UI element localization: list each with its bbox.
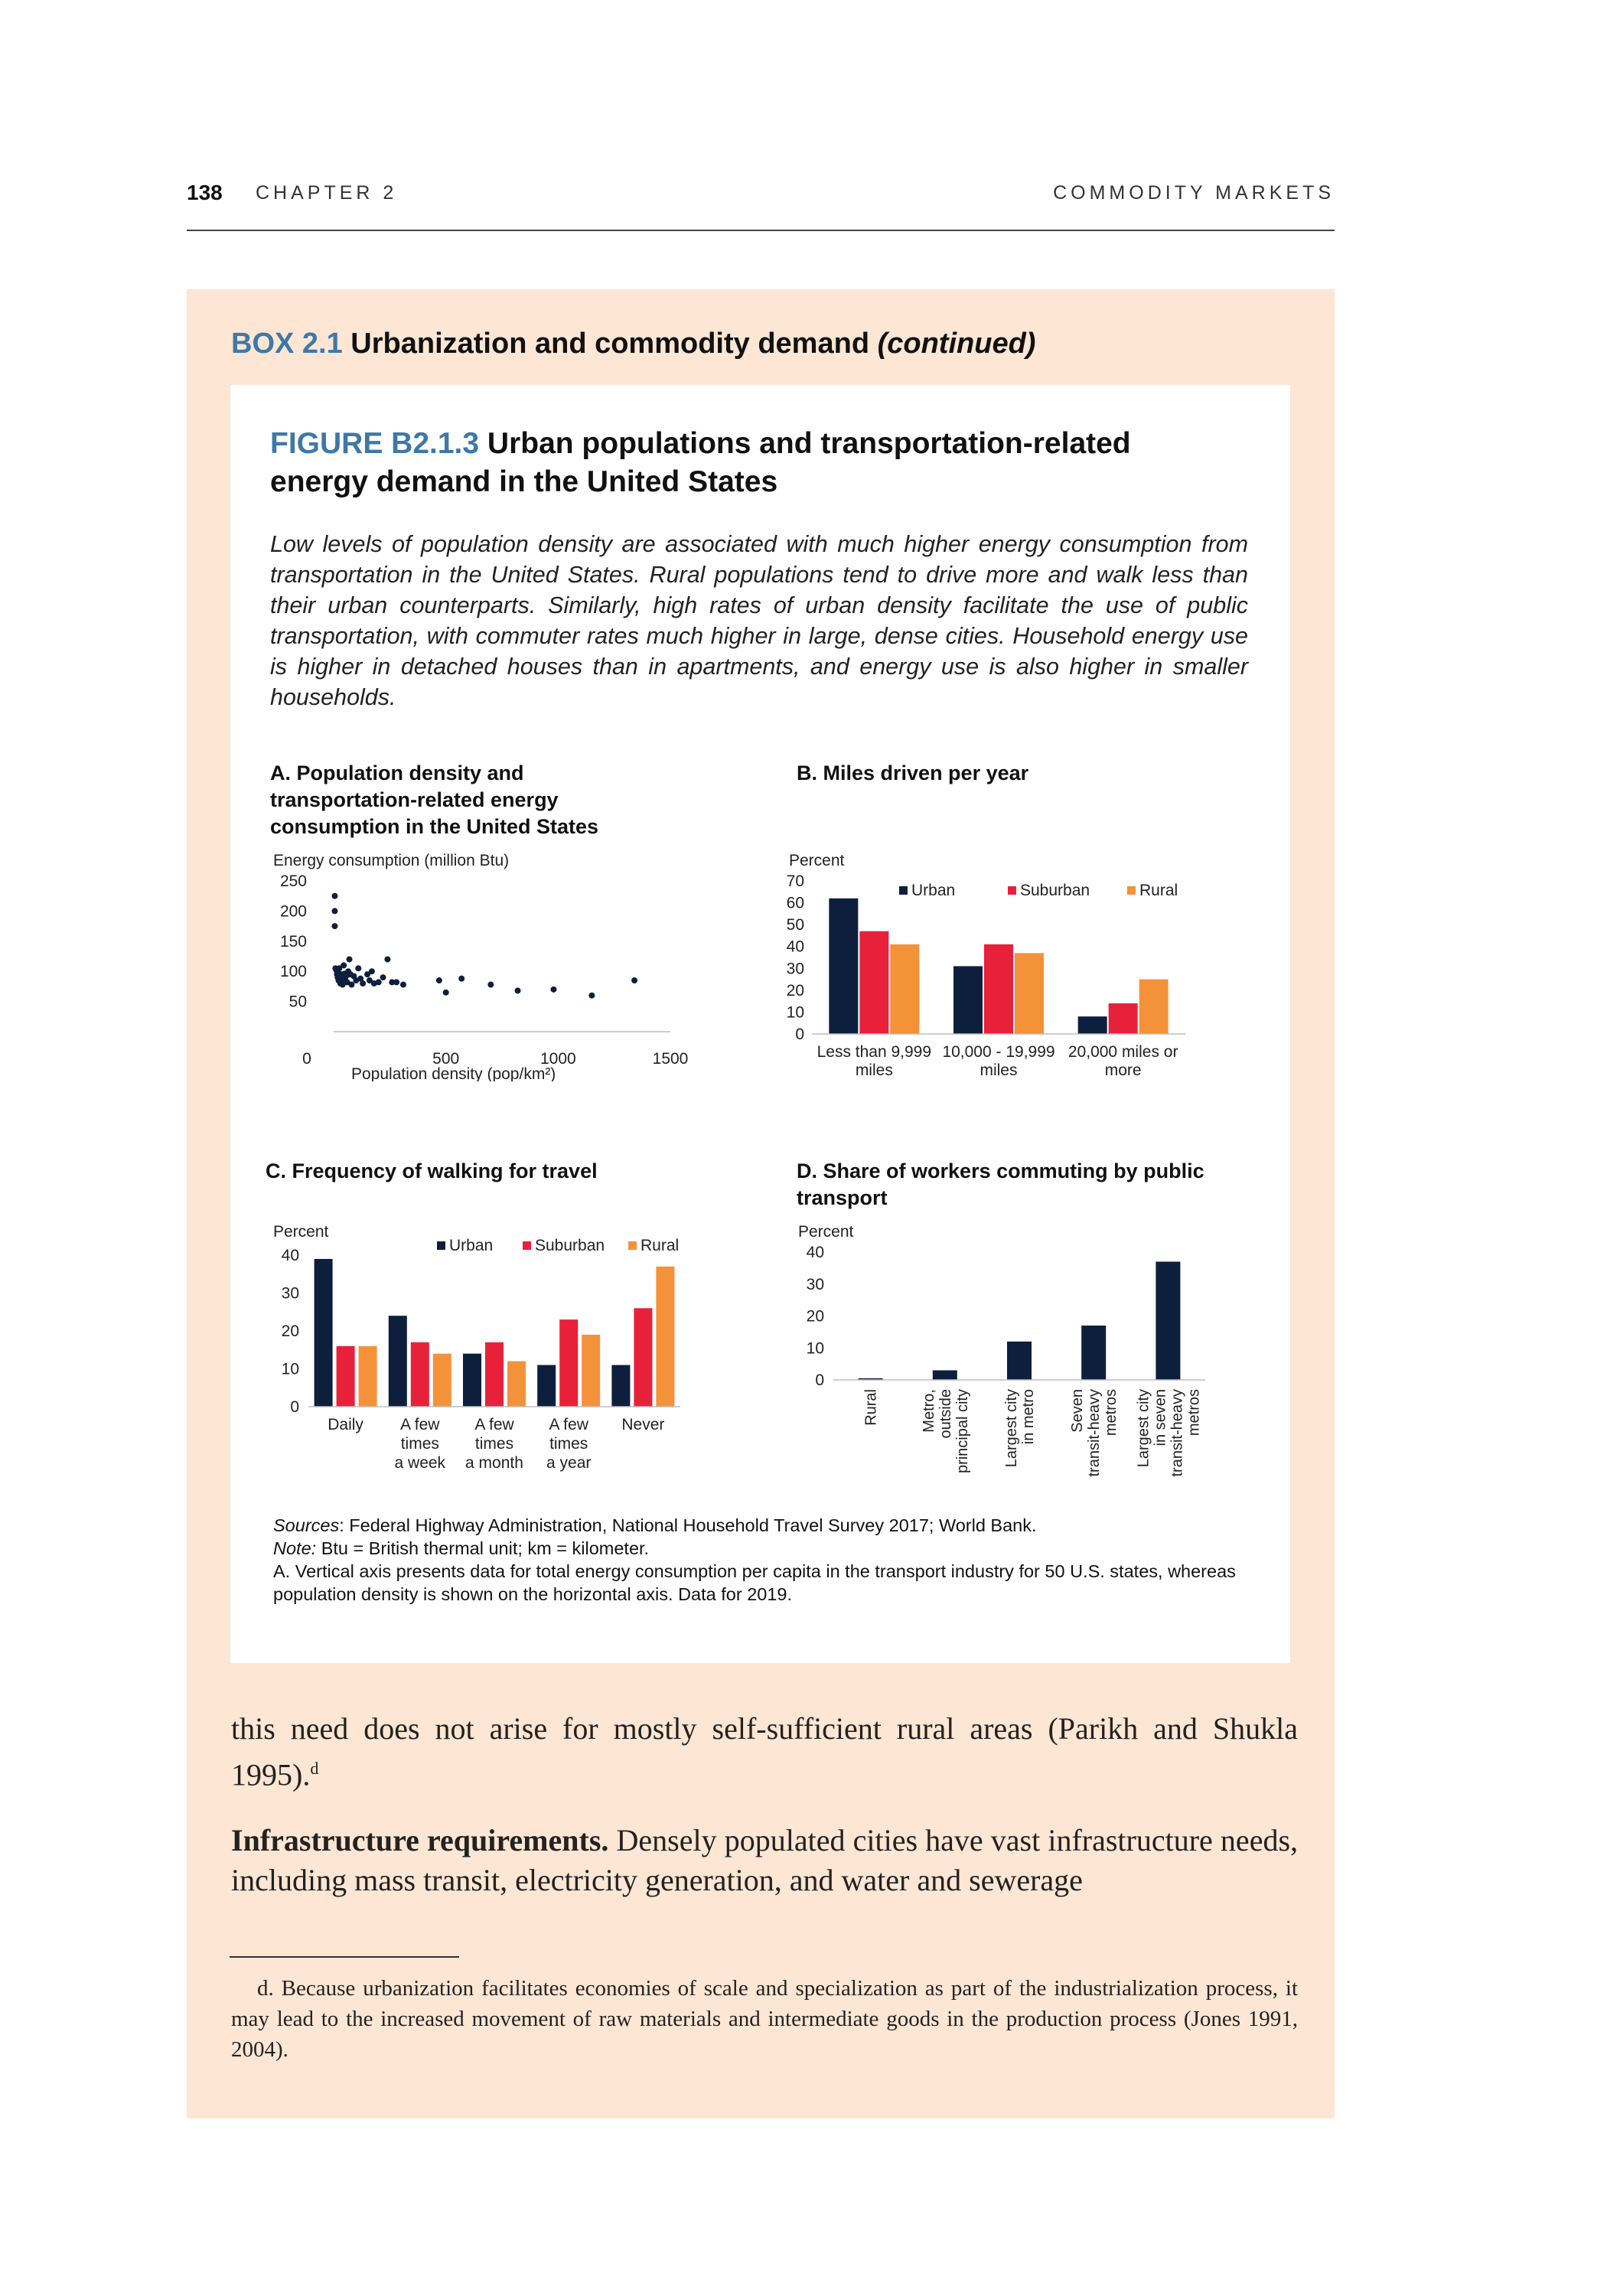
chart-a-ytick: 250 <box>279 872 307 890</box>
running-head <box>187 181 1335 211</box>
chart-d-ytick: 0 <box>815 1371 824 1389</box>
chart-a-point <box>400 982 406 988</box>
chart-a-point <box>341 962 347 968</box>
chart-c-ytick: 10 <box>281 1360 299 1378</box>
chart-a-point <box>550 987 556 993</box>
body-paragraph-1 <box>231 1709 1298 1795</box>
chart-c-legend-label: Urban <box>449 1237 494 1254</box>
chart-d-bar <box>933 1370 957 1380</box>
chart-d-category-label-line: transit-heavy <box>1086 1389 1103 1477</box>
footnote-d: d. Because urbanization facilitates economies of scale and specialization as part of the industrialization process, it may lead to the increased movement of raw materials and intermediate goods in the production process (Jones 1991, 2004). <box>231 1976 1298 2062</box>
chart-a-point <box>515 987 521 993</box>
box-title-text: Urbanization and commodity demand <box>350 328 870 360</box>
chart-c-bar-suburban <box>485 1342 504 1407</box>
chart-d-bar <box>1007 1342 1032 1380</box>
chart-b-ytick: 70 <box>786 872 804 890</box>
chart-c-bar-suburban <box>634 1308 652 1407</box>
chart-d-bar <box>1081 1326 1106 1380</box>
chart-b-ytick: 20 <box>786 981 804 1000</box>
chart-b-category-label: Less than 9,999 <box>817 1043 932 1061</box>
chart-c-ytick: 40 <box>281 1247 299 1264</box>
sources-text: : Federal Highway Administration, National Household Travel Survey 2017; World Bank. <box>339 1515 1037 1535</box>
chart-c-bar-urban <box>315 1259 333 1407</box>
chart-c-category-label: a week <box>394 1454 446 1472</box>
panel-a-title: A. Population density and transportation-related energy consumption in the United States <box>270 762 599 838</box>
chart-d <box>771 1223 1230 1491</box>
chart-a-point <box>487 982 494 988</box>
chart-c-bar-suburban <box>411 1342 429 1407</box>
chart-d-category-label-line: principal city <box>953 1389 971 1474</box>
chart-d-ylabel: Percent <box>798 1223 854 1241</box>
figure-title <box>270 425 1227 501</box>
chart-b-bar-rural <box>1015 953 1044 1034</box>
chart-a-point <box>376 979 382 985</box>
note-a-line: A. Vertical axis presents data for total energy consumption per capita in the transport industry for 50 U.S. states, whereas population density is shown on the horizontal axis. Data for 2019. <box>273 1561 1236 1604</box>
figure-title-text: Urban populations and transportation-related energy demand in the United States <box>270 427 1131 498</box>
figure-panel <box>230 385 1290 1663</box>
chart-a-point <box>631 977 637 983</box>
chart-b-bar-suburban <box>984 944 1013 1034</box>
chart-a-point <box>348 982 354 988</box>
chart-a-point <box>331 923 337 929</box>
chart-c-legend-swatch <box>628 1241 637 1250</box>
chart-c-category-label: a month <box>465 1454 523 1472</box>
chart-c-bar-suburban <box>337 1346 355 1407</box>
chart-c-ytick: 20 <box>281 1322 299 1340</box>
chart-a <box>246 852 735 1081</box>
chart-c-ylabel: Percent <box>273 1223 329 1241</box>
chart-c-bar-rural <box>656 1267 674 1407</box>
box-title <box>231 328 1035 360</box>
panel-c-title: C. Frequency of walking for travel <box>266 1159 598 1182</box>
sources-label: Sources <box>273 1515 340 1535</box>
chart-c-legend-label: Suburban <box>535 1237 605 1254</box>
chart-c-bar-rural <box>582 1335 600 1407</box>
chart-d-category-label-line: Metro, <box>920 1389 937 1433</box>
chart-d-ytick: 10 <box>806 1339 824 1358</box>
chart-c-legend-swatch <box>523 1241 531 1250</box>
chart-d-bar <box>1156 1262 1180 1380</box>
chart-b-legend-label: Suburban <box>1020 882 1090 899</box>
chart-c-legend-swatch <box>437 1241 445 1250</box>
chart-a-point <box>331 893 337 899</box>
chart-a-point <box>331 908 337 914</box>
chart-d-category-label-line: in metro <box>1020 1389 1037 1445</box>
chart-c-bar-rural <box>359 1346 377 1407</box>
chart-c-category-label: A few <box>400 1416 440 1433</box>
chart-a-xtick: 0 <box>302 1050 311 1068</box>
chart-a-ytick: 150 <box>279 932 307 951</box>
chart-c-ytick: 0 <box>290 1398 299 1416</box>
chart-a-xtick: 1000 <box>539 1050 576 1068</box>
chart-c-bar-urban <box>537 1365 556 1407</box>
chart-a-point <box>360 980 366 987</box>
body-paragraph-2-text: Densely populated cities have vast infrastructure needs, including mass transit, electricity generation, and water and sewerage <box>231 1823 1299 1898</box>
box-continued: (continued) <box>877 328 1036 360</box>
chart-d-category-label-line: Rural <box>862 1389 880 1426</box>
page-number: 138 <box>187 181 223 204</box>
chart-a-point <box>355 965 361 971</box>
body-paragraph-1-text: this need does not arise for mostly self-sufficient rural areas (Parikh and Shukla 1995). <box>231 1711 1298 1792</box>
box-label: BOX 2.1 <box>231 328 343 360</box>
chart-c-bar-rural <box>433 1354 451 1407</box>
chart-b-ylabel: Percent <box>789 852 845 869</box>
chart-b-category-label: miles <box>980 1062 1018 1079</box>
chart-c-category-label: Never <box>621 1416 665 1433</box>
chart-a-point <box>436 977 442 983</box>
chart-c-category-label: Daily <box>328 1416 363 1433</box>
chart-c <box>246 1223 735 1476</box>
box-2-1 <box>187 289 1335 2118</box>
chart-b-bar-suburban <box>859 931 888 1034</box>
chart-a-point <box>380 974 386 980</box>
chart-d-category-label <box>1003 1389 1037 1467</box>
panel-d-title: D. Share of workers commuting by public transport <box>797 1159 1204 1209</box>
chart-d-category-label-line: Largest city <box>1135 1389 1152 1468</box>
chart-b-category-label: more <box>1104 1062 1142 1079</box>
chart-b-legend-label: Rural <box>1139 882 1178 899</box>
chart-a-point <box>443 990 449 996</box>
sources-line <box>273 1514 1260 1537</box>
chart-a-ytick: 200 <box>279 902 307 921</box>
chart-a-xlabel: Population density (pop/km²) <box>351 1065 556 1081</box>
section-label: COMMODITY MARKETS <box>1053 182 1335 204</box>
header-rule <box>187 230 1335 231</box>
chart-b-ytick: 60 <box>786 894 804 912</box>
chart-b-legend-swatch <box>1008 886 1016 895</box>
chart-a-point <box>369 968 375 974</box>
chart-b-ytick: 30 <box>786 960 804 978</box>
chart-a-ytick: 50 <box>288 993 307 1011</box>
chart-a-point <box>458 976 464 982</box>
chart-c-category-label: times <box>549 1435 588 1453</box>
chart-c-category-label: A few <box>549 1416 588 1433</box>
chart-b-legend-swatch <box>1127 886 1136 895</box>
note-line <box>273 1537 1260 1560</box>
chart-d-ytick: 30 <box>806 1275 824 1293</box>
chart-b-bar-urban <box>1078 1016 1107 1034</box>
chart-d-ytick: 40 <box>806 1244 824 1261</box>
note-label: Note: <box>273 1538 317 1558</box>
chart-b-bar-urban <box>953 966 983 1034</box>
chart-d-category-label-line: metros <box>1185 1389 1203 1437</box>
body-paragraph-2 <box>231 1821 1298 1900</box>
chart-d-category-label-line: Seven <box>1069 1389 1087 1433</box>
chart-a-ytick: 100 <box>279 963 307 981</box>
figure-notes <box>273 1514 1260 1606</box>
chart-b-bar-suburban <box>1109 1003 1138 1034</box>
chart-a-xtick: 500 <box>432 1050 460 1068</box>
chart-b-category-label: 20,000 miles or <box>1068 1043 1178 1061</box>
chart-b-category-label: miles <box>855 1062 893 1079</box>
chart-b-ytick: 0 <box>795 1026 804 1043</box>
chart-b-ytick: 40 <box>786 938 804 956</box>
chart-c-category-label: a year <box>546 1454 592 1472</box>
chart-a-point <box>393 979 399 985</box>
chart-a-point <box>588 993 595 999</box>
chart-c-bar-rural <box>507 1362 526 1407</box>
footnote-ref-d: d <box>310 1759 319 1778</box>
body-text <box>231 1709 1298 1926</box>
chart-b-ytick: 50 <box>786 916 804 934</box>
chart-a-point <box>347 956 353 962</box>
chart-c-bar-suburban <box>559 1319 578 1407</box>
chart-a-ylabel: Energy consumption (million Btu) <box>273 852 510 869</box>
chart-a-xtick: 1500 <box>652 1050 689 1068</box>
panel-b-title: B. Miles driven per year <box>797 762 1029 784</box>
chart-b-bar-urban <box>829 899 858 1034</box>
chart-d-category-label-line: transit-heavy <box>1169 1389 1186 1477</box>
chart-d-category-label <box>1135 1389 1202 1477</box>
chart-b <box>771 852 1230 1104</box>
note-text: Btu = British thermal unit; km = kilometer. <box>316 1538 650 1558</box>
chart-d-ytick: 20 <box>806 1307 824 1326</box>
chart-d-category-label <box>863 1389 880 1426</box>
body-paragraph-2-heading: Infrastructure requirements. <box>231 1823 609 1858</box>
chart-b-legend-label: Urban <box>911 882 956 899</box>
chart-c-category-label: A few <box>474 1416 514 1433</box>
chart-c-bar-urban <box>389 1316 407 1407</box>
chart-b-bar-rural <box>1139 980 1169 1034</box>
chart-d-category-label-line: metros <box>1103 1389 1120 1437</box>
chart-d-category-label-line: in seven <box>1152 1389 1169 1446</box>
chapter-label: CHAPTER 2 <box>256 182 398 204</box>
chart-b-ytick: 10 <box>786 1003 804 1022</box>
chart-d-category-label <box>921 1389 971 1473</box>
figure-label: FIGURE B2.1.3 <box>270 427 480 460</box>
chart-a-point <box>384 956 390 962</box>
chart-d-category-label-line: outside <box>937 1389 954 1439</box>
chart-b-bar-rural <box>890 944 919 1034</box>
chart-c-bar-urban <box>611 1365 630 1407</box>
figure-lead-text: Low levels of population density are associated with much higher energy consumption from transportation in the United States. Rural populations tend to drive more and walk less than their urban counterparts. Similarly, high rates of urban density facilitate the use of public transportation, with commuter rates much higher in large, dense cities. Household energy use is higher in detached houses than in apartments, and energy use is also higher in smaller households. <box>270 531 1248 710</box>
chart-d-category-label-line: Largest city <box>1003 1389 1020 1468</box>
footnote-rule <box>230 1956 459 1958</box>
chart-c-category-label: times <box>400 1435 439 1453</box>
chart-c-legend-label: Rural <box>641 1237 680 1254</box>
chart-c-bar-urban <box>463 1354 481 1407</box>
chart-c-ytick: 30 <box>281 1284 299 1303</box>
chart-b-legend-swatch <box>899 886 908 895</box>
chart-c-category-label: times <box>474 1435 514 1453</box>
chart-d-category-label <box>1069 1389 1120 1477</box>
chart-b-category-label: 10,000 - 19,999 <box>942 1043 1055 1061</box>
